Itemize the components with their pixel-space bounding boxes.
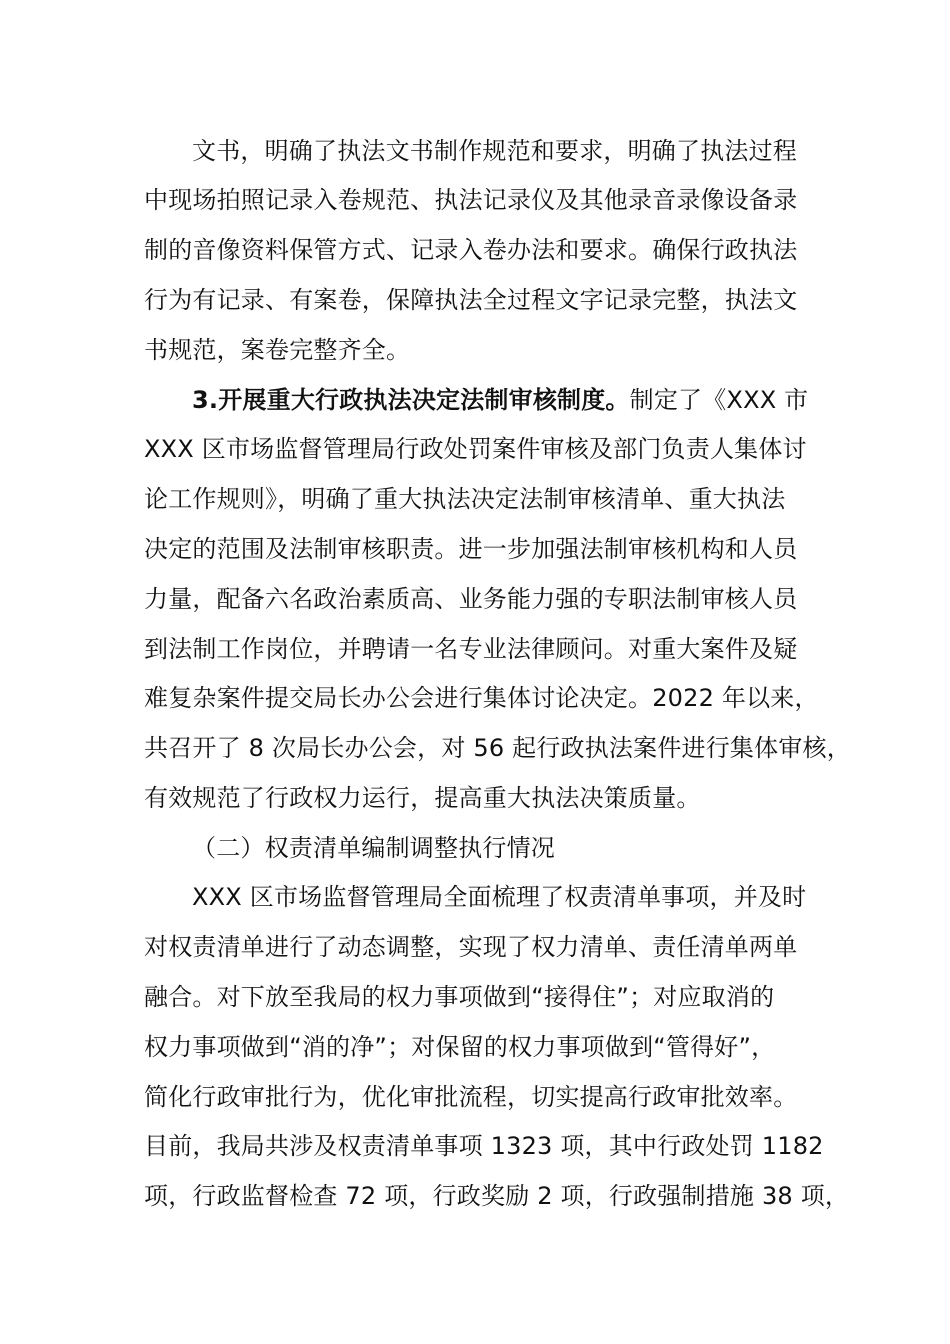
- paragraph-line: 难复杂案件提交局长办公会进行集体讨论决定。2022 年以来，: [144, 684, 819, 712]
- paragraph-line: XXX 区市场监督管理局全面梳理了权责清单事项，并及时: [192, 883, 807, 911]
- paragraph-line: 书规范，案卷完整齐全。: [144, 336, 411, 364]
- bold-heading: 3.开展重大行政执法决定法制审核制度。: [192, 386, 630, 414]
- paragraph-line: 权力事项做到“消的净”；对保留的权力事项做到“管得好”，: [144, 1033, 776, 1061]
- paragraph-line: 力量，配备六名政治素质高、业务能力强的专职法制审核人员: [144, 585, 798, 613]
- paragraph-line: 到法制工作岗位，并聘请一名专业法律顾问。对重大案件及疑: [144, 635, 798, 663]
- paragraph-line: 论工作规则》，明确了重大执法决定法制审核清单、重大执法: [144, 485, 786, 513]
- paragraph-line: 目前，我局共涉及权责清单事项 1323 项，其中行政处罚 1182: [144, 1132, 824, 1160]
- paragraph-line: 对权责清单进行了动态调整，实现了权力清单、责任清单两单: [144, 933, 798, 961]
- paragraph-line: 中现场拍照记录入卷规范、执法记录仪及其他录音录像设备录: [144, 186, 798, 214]
- paragraph-line: XXX 区市场监督管理局行政处罚案件审核及部门负责人集体讨: [144, 435, 807, 463]
- subsection-heading: （二）权责清单编制调整执行情况: [192, 834, 555, 862]
- paragraph-line: 简化行政审批行为，优化审批流程，切实提高行政审批效率。: [144, 1083, 798, 1111]
- paragraph-line: 行为有记录、有案卷，保障执法全过程文字记录完整，执法文: [144, 286, 798, 314]
- paragraph-line: 共召开了 8 次局长办公会，对 56 起行政执法案件进行集体审核，: [144, 734, 851, 762]
- paragraph-line: 文书，明确了执法文书制作规范和要求，明确了执法过程: [192, 137, 797, 165]
- section-heading-line: [192, 380, 808, 420]
- paragraph-line: 决定的范围及法制审核职责。进一步加强法制审核机构和人员: [144, 535, 798, 563]
- paragraph-line: 有效规范了行政权力运行，提高重大执法决策质量。: [144, 784, 701, 812]
- paragraph-line: 融合。对下放至我局的权力事项做到“接得住”；对应取消的: [144, 983, 775, 1011]
- heading-continuation: 制定了《XXX 市: [629, 386, 809, 414]
- paragraph-line: 项，行政监督检查 72 项，行政奖励 2 项，行政强制措施 38 项，: [144, 1182, 850, 1210]
- paragraph-line: 制的音像资料保管方式、记录入卷办法和要求。确保行政执法: [144, 236, 798, 264]
